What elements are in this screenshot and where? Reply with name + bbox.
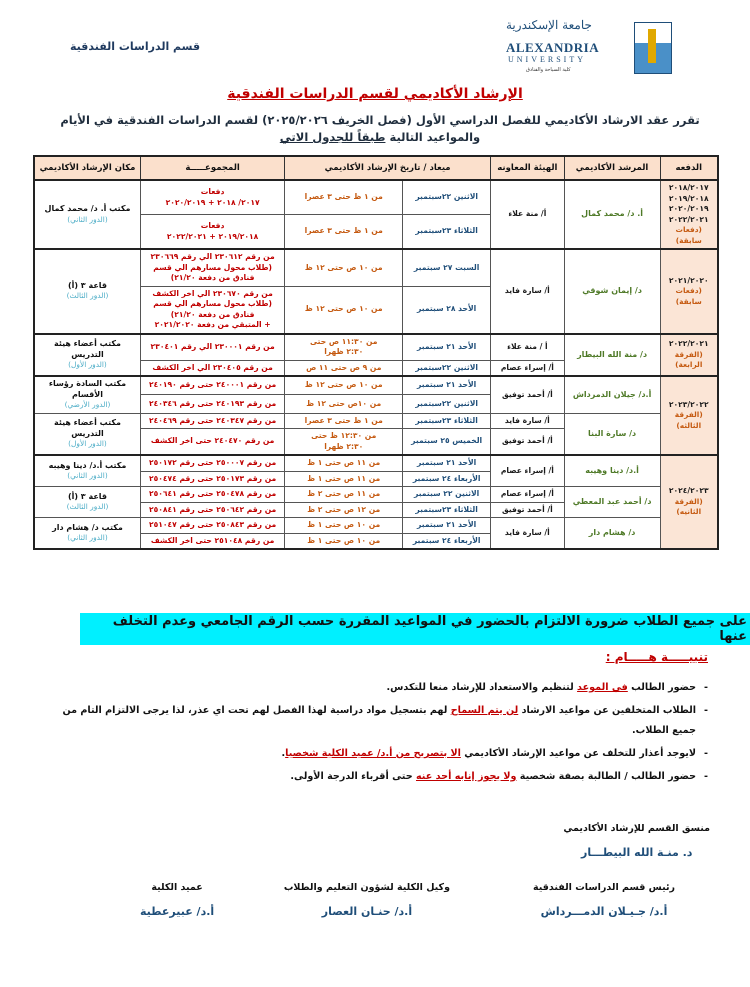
session-day: السبت ٢٧ سبتمبر (403, 249, 491, 286)
signature-role: رئيس قسم الدراسات الفندقية (533, 882, 675, 893)
session-group: من رقم ٢٤٠٤٧٠ حتى اخر الكشف (140, 429, 284, 456)
attendance-banner: على جميع الطلاب ضرورة الالتزام بالحضور في المواعيد المقررة حسب الرقم الجامعي وعدم التخلف عنها (80, 613, 750, 645)
batch-cell (660, 376, 718, 455)
location-name: مكتب أعضاء هيئة التدريس (53, 339, 121, 359)
session-time: من ١٢ ص حتى ٢ ظ (285, 502, 403, 518)
advisor-name: أ. د/ محمد كمال (564, 180, 660, 249)
session-time: من ١١ ص حتى ١ ظ (285, 455, 403, 471)
location-cell (34, 376, 140, 413)
department-name: قسم الدراسات الفندقية (70, 40, 201, 53)
signature-name: أ.د/ عبيرعطية (140, 905, 215, 918)
location-name: مكتب أعضاء هيئة التدريس (53, 418, 121, 438)
assistant-name: أ/ أحمد توفيق (491, 429, 565, 456)
table-header-row (34, 156, 718, 180)
logo-university: UNIVERSITY (508, 55, 586, 64)
session-group: من رقم ٢٥٠٠٠٧ حتى رقم ٢٥٠١٧٢ (140, 455, 284, 471)
signature-head (533, 882, 675, 918)
rule-text: حضور الطالب (627, 682, 696, 693)
header-location: مكان الإرشاد الأكاديمي (34, 156, 140, 180)
advisor-name: د/ سارة البنا (564, 413, 660, 455)
location-cell (34, 487, 140, 518)
rule-highlight: في الموعد (577, 682, 628, 693)
location-floor: (الدور الثالث) (66, 502, 109, 511)
location-cell (34, 180, 140, 249)
header-group: المجموعـــــة (140, 156, 284, 180)
rule-text: لايوجد أعذار للتخلف عن مواعيد الإرشاد الأكاديمي (460, 748, 696, 759)
intro-main: تقرر عقد الارشاد الأكاديمي للفصل الدراسي الأول (فصل الخريف ٢٠٢٥/٢٠٢٦) لقسم الدراسات الفندقية في الأيام والمواعيد التالية (60, 113, 700, 144)
session-group: من رقم ٢٤٠٣٤٧ حتى رقم ٢٤٠٤٦٩ (140, 413, 284, 429)
rule-text: . (281, 748, 286, 759)
session-time: من ١٠ ص حتى ١٢ ظ (285, 376, 403, 395)
advisor-name: أ.د/ دينا وهيبه (564, 455, 660, 487)
location-floor: (الدور الثالث) (66, 291, 109, 301)
assistant-name: أ/ إسراء عصام (491, 455, 565, 487)
session-group: من رقم ٢٥٠٤٧٨ حتى رقم ٢٥٠٦٤١ (140, 487, 284, 503)
session-time: من ١٠ ص حتى ١ ظ (285, 533, 403, 549)
session-day: الأربعاء ٢٤ سبتمبر (403, 471, 491, 487)
batch-note: (الفرقة الثانيه) (674, 496, 703, 517)
session-time: من ١ ظ حتى ٣ عصرا (285, 215, 403, 250)
signature-name: د. منـة الله البيطـــار (580, 846, 693, 859)
session-time: من ١ ظ حتى ٣ عصرا (285, 413, 403, 429)
session-time: من ١٠ ص حتى ١٢ ظ (285, 249, 403, 286)
batch-years: ٢٠٢٤/٢٠٢٣ (668, 486, 709, 496)
location-name: مكتب السادة رؤساء الأقسام (48, 379, 127, 399)
notice-title: تنبيـــــة هـــــام : (605, 650, 708, 664)
assistant-name: أ/ منة علاء (491, 180, 565, 249)
session-time: من ١٠ ص حتى ١٢ ظ (285, 286, 403, 334)
rule-text: حتى أقرباء الدرجة الأولى. (290, 771, 416, 782)
batch-cell (660, 334, 718, 377)
assistant-name: أ / منة علاء (491, 334, 565, 361)
advisor-name: أ.د/ جيلان الدمرداش (564, 376, 660, 413)
assistant-name: أ/ أحمد توفيق (491, 376, 565, 413)
location-cell (34, 518, 140, 550)
location-floor: (الدور الأول) (68, 439, 107, 448)
location-cell (34, 249, 140, 334)
signature-name: أ.د/ جـيـلان الدمـــرداش (540, 905, 668, 918)
assistant-name: أ/ إسراء عصام (491, 487, 565, 503)
assistant-name: أ/ إسراء عصام (491, 360, 565, 376)
session-group: من رقم ٢٥٠٦٤٢ حتى رقم ٢٥٠٨٤١ (140, 502, 284, 518)
rule-highlight: الا بتصريح من أ.د/ عميد الكلية شخصيا (285, 748, 461, 759)
intro-text (40, 112, 720, 146)
session-time: من ١٢:٣٠ ظ حتى ٢:٣٠ ظهرا (285, 429, 403, 456)
session-group: من رقم ٢٤٠١٩٣ حتى رقم ٢٤٠٣٤٦ (140, 395, 284, 413)
table-row (34, 180, 718, 215)
session-day: الخميس ٢٥ سبتمبر (403, 429, 491, 456)
location-name: قاعة ٣ (أ) (67, 491, 108, 501)
location-name: مكتب أ.د/ دينا وهيبه (48, 460, 127, 470)
session-day: الأحد ٢١ سبتمبر (403, 334, 491, 361)
signature-role: وكيل الكلية لشؤون التعليم والطلاب (283, 882, 450, 893)
session-time: من ١ ظ حتى ٣ عصرا (285, 180, 403, 215)
session-day: الاثنين ٢٢سبتمبر (403, 360, 491, 376)
batch-years: ٢٠١٨/٢٠١٧ ٢٠١٩/٢٠١٨ ٢٠٢٠/٢٠١٩ ٢٠٢٢/٢٠٢١ (668, 183, 709, 224)
signature-vice-dean (284, 882, 450, 918)
table-row (34, 334, 718, 361)
rule-text: لتنظيم والاستعداد للإرشاد منعا للتكدس. (386, 682, 578, 693)
location-cell (34, 413, 140, 455)
session-time: من ١١:٣٠ ص حتى ٢:٣٠ ظهرا (285, 334, 403, 361)
session-time: من ١١ ص حتى ٢ ظ (285, 487, 403, 503)
session-group: من رقم ٢٣٠٦٧٠ الي اخر الكشف (طلاب محول مسارهم الي قسم فنادق من دفعة ٢١/٢٠) + المتبقي من دفعة ٢٠٢١/٢٠٢٠ (140, 286, 284, 334)
location-name: مكتب أ. د/ محمد كمال (44, 204, 131, 213)
session-day: الثلاثاء ٢٣سبتمبر (403, 413, 491, 429)
table-row (34, 413, 718, 429)
assistant-name: أ/ سارة فايد (491, 413, 565, 429)
location-name: قاعة ٣ (أ) (67, 280, 108, 290)
location-floor: (الدور الثاني) (67, 533, 108, 542)
table-row (34, 249, 718, 286)
session-group: من رقم ٢٣٠٤٠٥ الي اخر الكشف (140, 360, 284, 376)
session-group: من رقم ٢٤٠٠٠١ حتى رقم ٢٤٠١٩٠ (140, 376, 284, 395)
batch-note: (الفرقة الثالثه) (674, 410, 703, 430)
rules-list (40, 678, 710, 790)
session-group: من رقم ٢٣٠٦١٢ الي رقم ٢٣٠٦٦٩ (طلاب محول مسارهم الي قسم فنادق من دفعة ٢١/٢٠) (140, 249, 284, 286)
rule-highlight: ولا يجوز إنابه أحد عنه (415, 771, 517, 782)
session-day: الأحد ٢٨ سبتمبر (403, 286, 491, 334)
title-text: الإرشاد الأكاديمي لقسم الدراسات الفندقية (227, 86, 523, 102)
rule-item (40, 767, 710, 787)
rule-text: لهم بتسجيل مواد دراسية لهذا الفصل لهم تحت اي عذر، لذا يرجى الالتزام التام من جميع الطلاب. (62, 705, 696, 736)
table-row (34, 518, 718, 534)
batch-cell (660, 180, 718, 249)
batch-note: (دفعات سابقة) (675, 225, 702, 245)
logo-english: ALEXANDRIA (506, 40, 600, 55)
batch-cell (660, 455, 718, 549)
header-batch: الدفعه (660, 156, 718, 180)
table-row (34, 455, 718, 471)
rule-item (40, 701, 710, 741)
session-day: الثلاثاء ٢٣سبتمبر (403, 215, 491, 250)
rule-item (40, 678, 710, 698)
session-day: الثلاثاء ٢٣سبتمبر (403, 502, 491, 518)
batch-years: ٢٠٢٢/٢٠٢١ (668, 339, 709, 348)
session-time: من ١١ ص حتى ١ ظ (285, 471, 403, 487)
location-floor: (الدور الأرضي) (64, 400, 111, 409)
rule-text: الطلاب المتخلفين عن مواعيد الارشاد (518, 705, 696, 716)
session-day: الأحد ٢١ سبتمبر (403, 518, 491, 534)
batch-years: ٢٠٢١/٢٠٢٠ (668, 275, 709, 285)
signature-name: أ.د/ حنـان العصار (321, 905, 413, 918)
advisor-name: د/ منة الله البيطار (564, 334, 660, 377)
header-advisor: المرشد الأكاديمي (564, 156, 660, 180)
advisor-name: د/ أحمد عبد المعطي (564, 487, 660, 518)
session-day: الأربعاء ٢٤ سبتمبر (403, 533, 491, 549)
signature-role: عميد الكلية (151, 882, 203, 893)
location-floor: (الدور الثاني) (67, 214, 108, 224)
intro-underlined: طبقاً للجدول الاتي (279, 130, 386, 144)
location-floor: (الدور الثاني) (67, 471, 108, 480)
session-group: دفعات ٢٠١٩/٢٠١٨ + ٢٠٢٢/٢٠٢١ (140, 215, 284, 250)
rule-text: حضور الطالب / الطالبة بصفة شخصية (516, 771, 696, 782)
schedule-body (34, 180, 718, 549)
session-day: الاثنين ٢٢سبتمبر (403, 180, 491, 215)
location-cell (34, 334, 140, 377)
batch-note: (الفرقة الرابعة) (674, 349, 703, 369)
assistant-name: أ/ سارة فايد (491, 249, 565, 334)
session-time: من ١٠ص حتى ١٢ ظ (285, 395, 403, 413)
session-group: من رقم ٢٣٠٠٠١ الي رقم ٢٣٠٤٠١ (140, 334, 284, 361)
location-cell (34, 455, 140, 487)
session-group: من رقم ٢٥٠٨٤٣ حتى رقم ٢٥١٠٤٧ (140, 518, 284, 534)
advisor-name: د/ هشام دار (564, 518, 660, 550)
logo-faculty: كلية السياحة والفنادق (526, 67, 571, 73)
schedule-table (33, 155, 719, 550)
session-time: من ٩ ص حتى ١١ ص (285, 360, 403, 376)
batch-years: ٢٠٢٣/٢٠٢٢ (668, 399, 709, 409)
assistant-name: أ/ سارة فايد (491, 518, 565, 550)
signature-dean (140, 882, 214, 918)
location-name: مكتب د/ هشام دار (52, 522, 123, 532)
page-title (0, 86, 750, 102)
batch-note: (دفعات سابقة) (675, 286, 702, 306)
rule-highlight: لن يتم السماح (450, 705, 519, 716)
session-day: الأحد ٢١ سبتمبر (403, 376, 491, 395)
assistant-name: أ/ أحمد توفيق (491, 502, 565, 518)
session-group: من رقم ٢٥١٠٤٨ حتى اخر الكشف (140, 533, 284, 549)
table-row (34, 376, 718, 395)
header-assistant: الهيئة المعاونه (491, 156, 565, 180)
rule-item (40, 744, 710, 764)
table-row (34, 487, 718, 503)
session-day: الاثنين ٢٢سبتمبر (403, 395, 491, 413)
session-day: الأحد ٢١ سبتمبر (403, 455, 491, 471)
location-floor: (الدور الأول) (68, 360, 107, 369)
logo-arabic: جامعة الإسكندرية (506, 18, 592, 32)
university-logo (506, 18, 672, 76)
batch-cell (660, 249, 718, 334)
lighthouse-icon (634, 22, 672, 74)
signature-coordinator (563, 823, 710, 859)
session-group: دفعات ٢٠١٧/ ٢٠١٨ + ٢٠٢٠/٢٠١٩ (140, 180, 284, 215)
signature-role: منسق القسم للإرشاد الأكاديمي (563, 823, 710, 834)
advisor-name: د/ إيمان شوقي (564, 249, 660, 334)
session-time: من ١٠ ص حتى ١ ظ (285, 518, 403, 534)
session-day: الاثنين ٢٢ سبتمبر (403, 487, 491, 503)
header-date-time: ميعاد / تاريخ الإرشاد الأكاديمي (285, 156, 491, 180)
session-group: من رقم ٢٥٠١٧٣ حتى رقم ٢٥٠٤٧٤ (140, 471, 284, 487)
